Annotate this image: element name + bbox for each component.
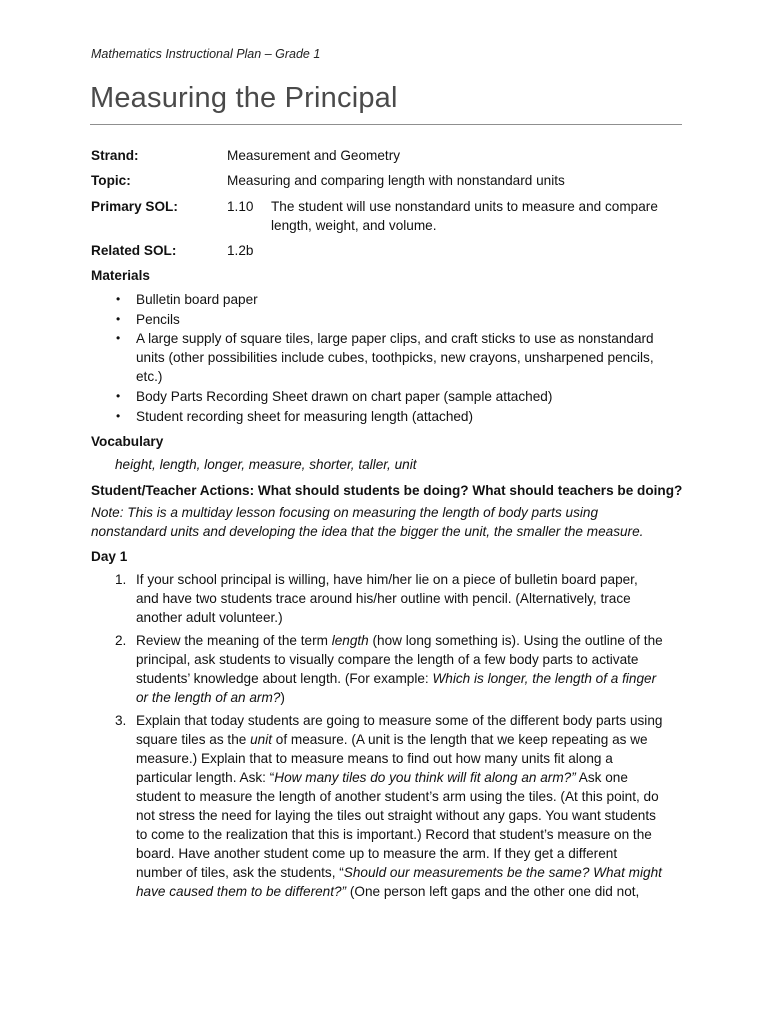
related-sol-value: 1.2b	[227, 243, 254, 258]
day-heading: Day 1	[91, 549, 128, 564]
vocabulary-words: height, length, longer, measure, shorter, taller, unit	[115, 457, 417, 472]
step-text: square tiles as the unit of measure. (A unit is the length that we keep repeating as we	[136, 732, 648, 747]
actions-heading: Student/Teacher Actions: What should students be doing? What should teachers be doing?	[91, 483, 683, 498]
list-item: Body Parts Recording Sheet drawn on chart paper (sample attached)	[136, 389, 553, 404]
step-text: If your school principal is willing, have him/her lie on a piece of bulletin board paper,	[136, 572, 638, 587]
list-item: etc.)	[136, 369, 163, 384]
strand-value: Measurement and Geometry	[227, 148, 401, 163]
step-text: not stress the need for laying the tiles out straight without any gaps. You want students	[136, 808, 656, 823]
bullet-icon: •	[116, 331, 121, 345]
step-text: Review the meaning of the term length (how long something is). Using the outline of the	[136, 633, 663, 648]
primary-sol-text: The student will use nonstandard units to measure and compare	[271, 199, 658, 214]
primary-sol-label: Primary SOL:	[91, 199, 178, 214]
list-item: units (other possibilities include cubes, toothpicks, new crayons, unsharpened pencils,	[136, 350, 654, 365]
step-number: 2.	[115, 633, 127, 648]
strand-label: Strand:	[91, 148, 139, 163]
step-text: have caused them to be different?” (One person left gaps and the other one did not,	[136, 884, 640, 899]
primary-sol-number: 1.10	[227, 199, 254, 214]
vocabulary-heading: Vocabulary	[91, 434, 164, 449]
step-text: or the length of an arm?)	[136, 690, 285, 705]
list-item: A large supply of square tiles, large paper clips, and craft sticks to use as nonstandard	[136, 331, 654, 346]
step-text: to come to the realization that this is important.) Record that student’s measure on the	[136, 827, 652, 842]
bullet-icon: •	[116, 292, 121, 306]
step-number: 3.	[115, 713, 127, 728]
step-text: students’ knowledge about length. (For example: Which is longer, the length of a finger	[136, 671, 657, 686]
bullet-icon: •	[116, 409, 121, 423]
list-item: Student recording sheet for measuring length (attached)	[136, 409, 474, 424]
step-text: board. Have another student come up to measure the arm. If they get a different	[136, 846, 618, 861]
step-text: another adult volunteer.)	[136, 610, 283, 625]
step-text: principal, ask students to visually compare the length of a few body parts to activate	[136, 652, 639, 667]
primary-sol-text: length, weight, and volume.	[271, 218, 437, 233]
step-text: particular length. Ask: “How many tiles do you think will fit along an arm?” Ask one	[136, 770, 628, 785]
step-text: and have two students trace around his/her outline with pencil. (Alternatively, trace	[136, 591, 631, 606]
step-text: number of tiles, ask the students, “Should our measurements be the same? What might	[136, 865, 662, 880]
list-item: Pencils	[136, 312, 180, 327]
bullet-icon: •	[116, 389, 121, 403]
topic-label: Topic:	[91, 173, 131, 188]
running-header: Mathematics Instructional Plan – Grade 1	[91, 47, 321, 61]
step-text: measure.) Explain that to measure means to find out how many units fit along a	[136, 751, 613, 766]
step-number: 1.	[115, 572, 127, 587]
related-sol-label: Related SOL:	[91, 243, 177, 258]
bullet-icon: •	[116, 312, 121, 326]
page-title: Measuring the Principal	[90, 82, 398, 114]
lesson-note: nonstandard units and developing the idea that the bigger the unit, the smaller the measure.	[91, 524, 644, 539]
step-text: student to measure the length of another student’s arm using the tiles. (At this point, do	[136, 789, 659, 804]
topic-value: Measuring and comparing length with nonstandard units	[227, 173, 565, 188]
title-underline	[90, 124, 682, 125]
list-item: Bulletin board paper	[136, 292, 258, 307]
lesson-note: Note: This is a multiday lesson focusing on measuring the length of body parts using	[91, 505, 599, 520]
materials-heading: Materials	[91, 268, 150, 283]
step-text: Explain that today students are going to measure some of the different body parts using	[136, 713, 663, 728]
